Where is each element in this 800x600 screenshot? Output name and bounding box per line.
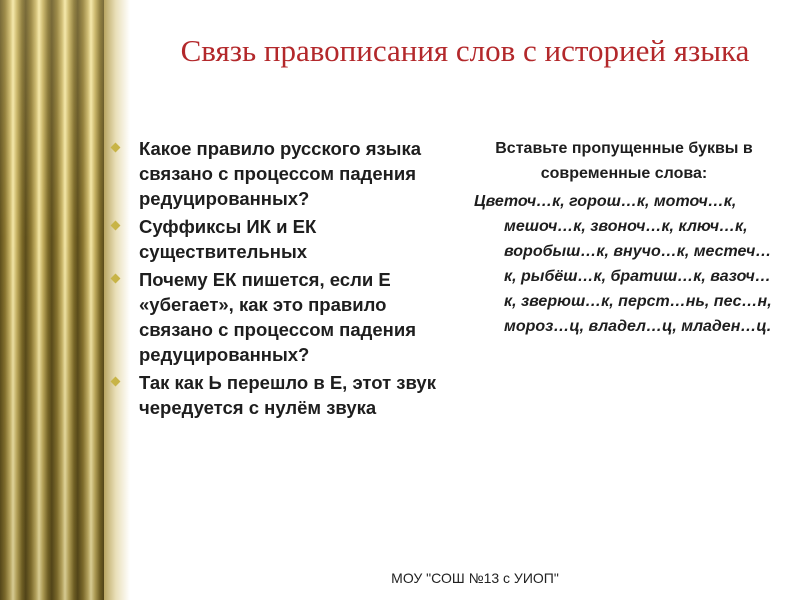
bullet-diamond-icon <box>111 274 121 284</box>
curtain-decoration <box>0 0 104 600</box>
bullet-text: Почему ЕК пишется, если Е «убегает», как это правило связано с процессом падения редуцированных? <box>139 269 416 365</box>
bullet-text: Суффиксы ИК и ЕК существительных <box>139 216 317 262</box>
bullet-diamond-icon <box>111 221 121 231</box>
exercise-block <box>474 136 774 339</box>
bullet-diamond-icon <box>111 377 121 387</box>
bullet-text: Так как Ь перешло в Е, этот звук чередуется с нулём звука <box>139 372 436 418</box>
slide-title: Связь правописания слов с историей языка <box>180 33 750 68</box>
bullet-list <box>112 136 457 423</box>
bullet-item <box>112 370 457 420</box>
exercise-words: Цветоч…к, горош…к, моточ…к, мешоч…к, звоноч…к, ключ…к, воробыш…к, внучо…к, местеч…к, рыбёш…к, братиш…к, вазоч…к, зверюш…к, перст…нь, пес…н, мороз…ц, владел…ц, младен…ц. <box>474 193 772 335</box>
footer-text: МОУ "СОШ №13 с УИОП" <box>391 570 559 586</box>
bullet-item <box>112 214 457 264</box>
bullet-diamond-icon <box>111 143 121 153</box>
exercise-heading: Вставьте пропущенные буквы в современные слова: <box>495 140 753 182</box>
bullet-item <box>112 267 457 367</box>
bullet-item <box>112 136 457 211</box>
bullet-text: Какое правило русского языка связано с процессом падения редуцированных? <box>139 138 422 209</box>
